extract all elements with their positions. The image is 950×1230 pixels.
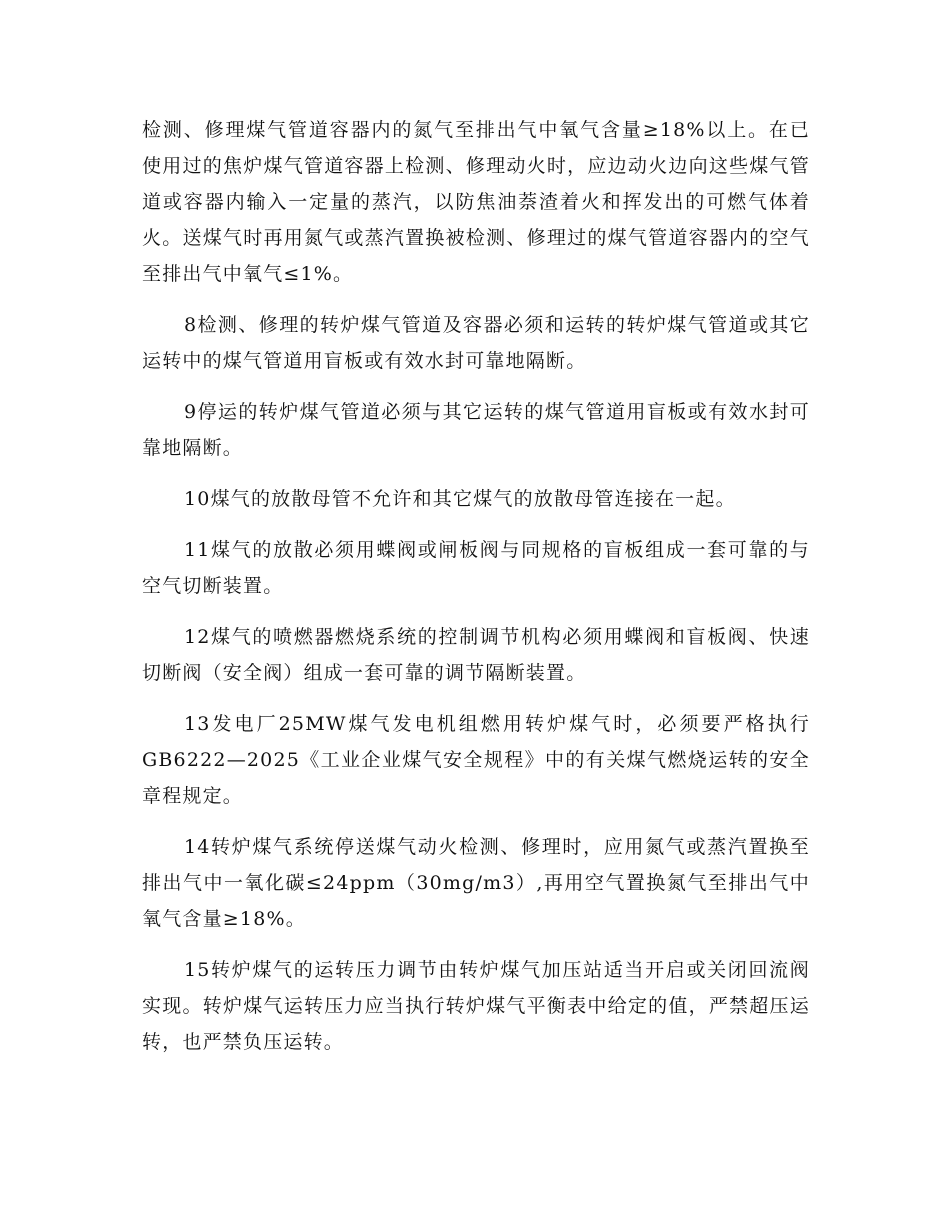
paragraph-item-10: 10煤气的放散母管不允许和其它煤气的放散母管连接在一起。	[184, 488, 736, 510]
paragraph-item-8: 8检测、修理的转炉煤气管道及容器必须和运转的转炉煤气管道或其它运转中的煤气管道用盲板或有效水封可靠地隔断。	[142, 314, 810, 372]
paragraph-item-14: 14转炉煤气系统停送煤气动火检测、修理时，应用氮气或蒸汽置换至排出气中一氧化碳≤24ppm（30mg/m3）,再用空气置换氮气至排出气中氧气含量≥18%。	[142, 836, 810, 930]
paragraph-item-9: 9停运的转炉煤气管道必须与其它运转的煤气管道用盲板或有效水封可靠地隔断。	[142, 401, 810, 459]
document-body	[142, 112, 810, 1075]
paragraph-continuation: 检测、修理煤气管道容器内的氮气至排出气中氧气含量≥18%以上。在已使用过的焦炉煤气管道容器上检测、修理动火时，应边动火边向这些煤气管道或容器内输入一定量的蒸汽，以防焦油萘渣着火和挥发出的可燃气体着火。送煤气时再用氮气或蒸汽置换被检测、修理过的煤气管道容器内的空气至排出气中氧气≤1%。	[142, 119, 810, 285]
paragraph-item-12: 12煤气的喷燃器燃烧系统的控制调节机构必须用蝶阀和盲板阀、快速切断阀（安全阀）组成一套可靠的调节隔断装置。	[142, 626, 810, 684]
paragraph-item-15: 15转炉煤气的运转压力调节由转炉煤气加压站适当开启或关闭回流阀实现。转炉煤气运转压力应当执行转炉煤气平衡表中给定的值，严禁超压运转，也严禁负压运转。	[142, 959, 810, 1053]
paragraph-item-13: 13发电厂25MW煤气发电机组燃用转炉煤气时，必须要严格执行GB6222—2025《工业企业煤气安全规程》中的有关煤气燃烧运转的安全章程规定。	[142, 713, 810, 807]
paragraph-item-11: 11煤气的放散必须用蝶阀或闸板阀与同规格的盲板组成一套可靠的与空气切断装置。	[142, 539, 810, 597]
